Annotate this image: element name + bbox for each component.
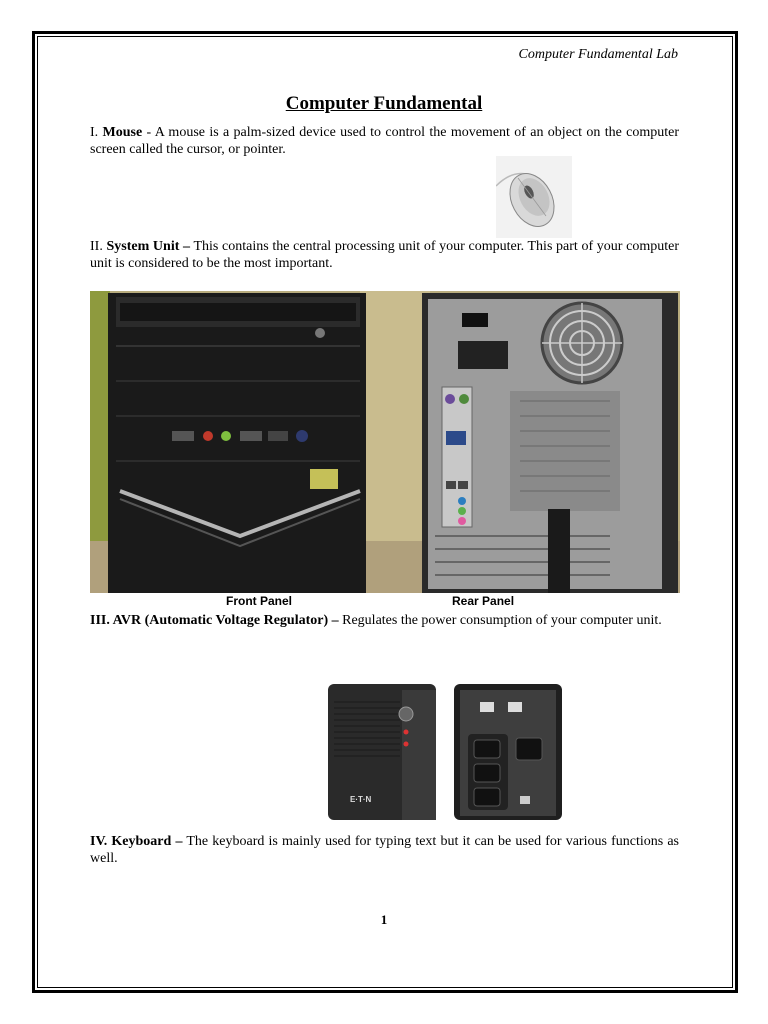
avr-paragraph (90, 612, 679, 629)
mouse-prefix: I. (90, 125, 103, 140)
keyboard-label: IV. Keyboard – (90, 834, 183, 849)
keyboard-text: The keyboard is mainly used for typing text but it can be used for various functions as well. (90, 834, 679, 866)
mouse-photo (496, 156, 572, 238)
mouse-paragraph (90, 124, 679, 158)
system-unit-paragraph (90, 238, 679, 272)
rear-panel-caption: Rear Panel (452, 594, 515, 608)
mouse-text: A mouse is a palm-sized device used to control the movement of an object on the computer screen called the cursor, or pointer. (90, 125, 680, 157)
system-unit-photo (90, 291, 680, 593)
page-title: Computer Fundamental (285, 93, 483, 114)
system-unit-text: This contains the central processing unit of your computer. This part of your computer unit is considered to be the most important. (90, 239, 680, 271)
avr-text: Regulates the power consumption of your computer unit. (338, 613, 662, 628)
front-panel-caption: Front Panel (226, 594, 293, 608)
mouse-label: Mouse (102, 125, 143, 140)
avr-photo (322, 676, 562, 822)
avr-label: III. AVR (Automatic Voltage Regulator) – (90, 613, 339, 628)
page-number: 1 (380, 912, 388, 927)
keyboard-paragraph (90, 833, 679, 867)
system-unit-label: System Unit – (106, 239, 191, 254)
system-unit-prefix: II. (90, 239, 107, 254)
running-header: Computer Fundamental Lab (518, 47, 678, 62)
avr-brand-label: E·T·N (350, 795, 372, 804)
mouse-separator: - (142, 125, 155, 140)
